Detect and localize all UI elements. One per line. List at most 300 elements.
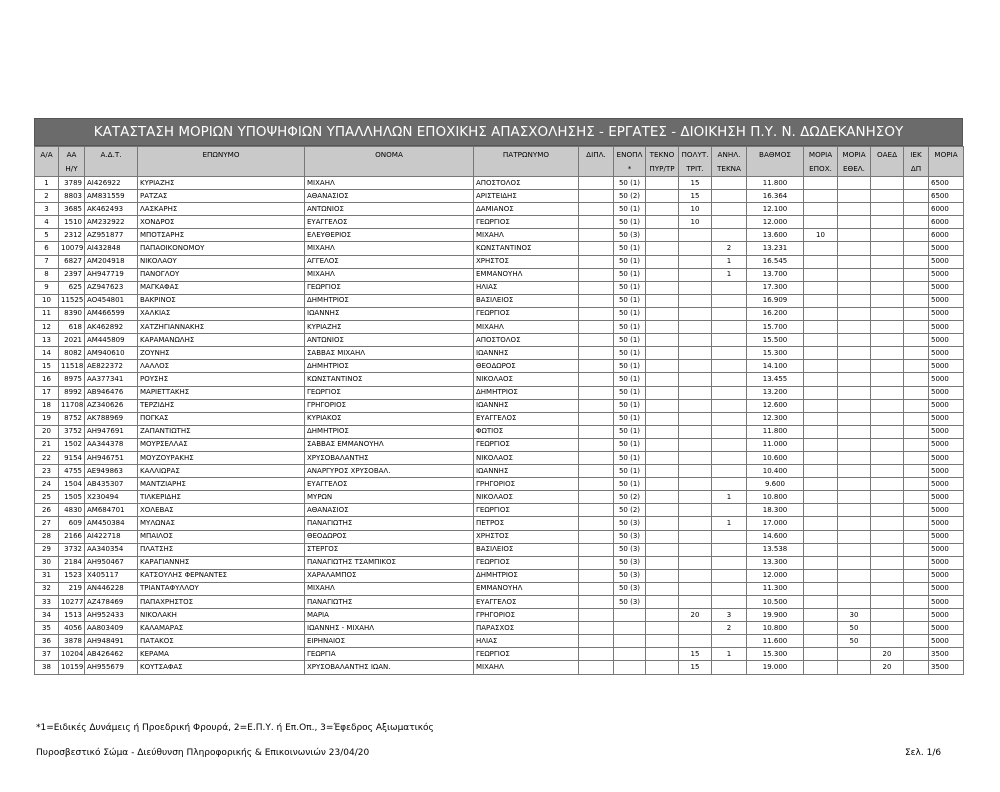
table-cell: 1 <box>712 491 747 504</box>
table-cell <box>679 307 712 320</box>
table-cell <box>871 517 904 530</box>
table-cell: ΑΜ684701 <box>85 504 138 517</box>
table-cell <box>679 491 712 504</box>
table-cell: ΑΒ426462 <box>85 648 138 661</box>
column-subheader <box>871 162 904 177</box>
table-cell <box>804 203 838 216</box>
table-cell: 16.364 <box>747 190 804 203</box>
table-cell <box>804 373 838 386</box>
table-cell <box>614 661 646 674</box>
table-row <box>35 281 964 294</box>
table-cell: 5000 <box>929 307 964 320</box>
table-cell <box>804 177 838 190</box>
table-cell: 16 <box>35 373 59 386</box>
column-subheader: ΤΕΚΝΑ <box>712 162 747 177</box>
table-row <box>35 425 964 438</box>
table-cell <box>712 465 747 478</box>
table-cell <box>804 451 838 464</box>
table-cell <box>804 425 838 438</box>
table-cell: 50 (1) <box>614 465 646 478</box>
table-cell <box>679 360 712 373</box>
table-cell: 1513 <box>59 609 85 622</box>
table-cell: 11708 <box>59 399 85 412</box>
table-cell <box>646 255 679 268</box>
table-cell <box>804 386 838 399</box>
table-cell: ΤΕΡΖΙΔΗΣ <box>138 399 305 412</box>
table-cell <box>579 556 614 569</box>
table-cell <box>712 177 747 190</box>
table-row <box>35 491 964 504</box>
table-row <box>35 294 964 307</box>
table-cell: 6000 <box>929 229 964 242</box>
table-cell: ΑΖ947623 <box>85 281 138 294</box>
table-cell: 20 <box>871 648 904 661</box>
table-cell: ΚΥΡΙΑΖΗΣ <box>305 321 474 334</box>
column-subheader: Η/Υ <box>59 162 85 177</box>
table-cell <box>712 412 747 425</box>
table-body <box>35 177 964 675</box>
table-cell <box>579 242 614 255</box>
table-cell <box>904 478 929 491</box>
table-cell <box>838 216 871 229</box>
table-cell <box>579 190 614 203</box>
table-cell: ΚΑΛΑΜΑΡΑΣ <box>138 622 305 635</box>
table-cell <box>712 635 747 648</box>
table-cell: 15.700 <box>747 321 804 334</box>
table-cell <box>712 229 747 242</box>
table-cell <box>838 556 871 569</box>
column-header: ΕΠΩΝΥΜΟ <box>138 147 305 162</box>
table-cell <box>712 530 747 543</box>
table-cell <box>679 399 712 412</box>
table-cell: 50 (1) <box>614 242 646 255</box>
table-cell <box>804 294 838 307</box>
table-cell <box>871 190 904 203</box>
table-cell: ΧΡΗΣΤΟΣ <box>474 255 579 268</box>
table-cell <box>804 321 838 334</box>
table-cell <box>679 255 712 268</box>
table-cell <box>804 517 838 530</box>
table-cell: ΑΗ947719 <box>85 268 138 281</box>
table-row <box>35 556 964 569</box>
table-cell <box>679 451 712 464</box>
table-cell: 5000 <box>929 478 964 491</box>
table-cell <box>646 321 679 334</box>
table-cell: ΑΕ822372 <box>85 360 138 373</box>
table-row <box>35 478 964 491</box>
table-row <box>35 347 964 360</box>
table-cell <box>579 281 614 294</box>
table-cell: ΑΖ340626 <box>85 399 138 412</box>
table-cell <box>712 399 747 412</box>
table-cell: 2166 <box>59 530 85 543</box>
table-cell <box>646 294 679 307</box>
table-cell: 5000 <box>929 622 964 635</box>
table-cell <box>871 255 904 268</box>
table-cell: 50 (1) <box>614 255 646 268</box>
table-cell <box>838 321 871 334</box>
table-row <box>35 648 964 661</box>
table-cell: 16.545 <box>747 255 804 268</box>
table-cell: ΑΗ952433 <box>85 609 138 622</box>
table-cell: 8975 <box>59 373 85 386</box>
table-cell: 28 <box>35 530 59 543</box>
table-cell: 13.231 <box>747 242 804 255</box>
table-cell: ΠΑΝΑΓΙΩΤΗΣ <box>305 517 474 530</box>
column-header: ΑΑ <box>59 147 85 162</box>
table-cell: 2 <box>35 190 59 203</box>
table-row <box>35 622 964 635</box>
table-cell: 4830 <box>59 504 85 517</box>
table-cell: 50 (1) <box>614 360 646 373</box>
table-cell <box>679 504 712 517</box>
table-cell: ΓΕΩΡΓΙΟΣ <box>474 556 579 569</box>
table-cell: 17 <box>35 386 59 399</box>
table-cell <box>904 321 929 334</box>
table-cell <box>838 203 871 216</box>
table-cell: 13.538 <box>747 543 804 556</box>
table-cell <box>871 635 904 648</box>
table-cell <box>679 465 712 478</box>
table-cell <box>904 294 929 307</box>
table-cell: ΑΑ377341 <box>85 373 138 386</box>
table-cell: ΓΡΗΓΟΡΙΟΣ <box>474 478 579 491</box>
column-subheader <box>929 162 964 177</box>
table-cell <box>838 242 871 255</box>
table-cell <box>904 203 929 216</box>
table-cell: ΧΡΥΣΟΒΑΛΑΝΤΗΣ <box>305 451 474 464</box>
table-cell: ΜΠΑΙΛΟΣ <box>138 530 305 543</box>
table-cell: 11.800 <box>747 177 804 190</box>
table-cell: ΑΗ946751 <box>85 451 138 464</box>
table-cell: 15 <box>679 190 712 203</box>
table-cell <box>646 556 679 569</box>
table-cell <box>646 504 679 517</box>
table-cell: 15.500 <box>747 334 804 347</box>
table-cell: ΜΥΡΩΝ <box>305 491 474 504</box>
table-cell: ΑΑ344378 <box>85 438 138 451</box>
table-cell: 50 (3) <box>614 517 646 530</box>
table-row <box>35 504 964 517</box>
table-cell <box>579 203 614 216</box>
table-cell: ΗΛΙΑΣ <box>474 635 579 648</box>
table-cell: ΣΤΕΡΓΟΣ <box>305 543 474 556</box>
table-cell <box>804 622 838 635</box>
table-cell: ΡΟΥΣΗΣ <box>138 373 305 386</box>
table-cell <box>646 661 679 674</box>
table-row <box>35 177 964 190</box>
table-cell: 14.600 <box>747 530 804 543</box>
table-cell: 50 (3) <box>614 543 646 556</box>
table-cell <box>679 321 712 334</box>
table-cell <box>871 451 904 464</box>
table-row <box>35 543 964 556</box>
table-cell: ΕΥΑΓΓΕΛΟΣ <box>474 412 579 425</box>
table-cell <box>904 438 929 451</box>
table-cell: 23 <box>35 465 59 478</box>
table-cell: 5000 <box>929 386 964 399</box>
table-cell <box>871 177 904 190</box>
table-cell: ΑΡΙΣΤΕΙΔΗΣ <box>474 190 579 203</box>
table-cell: 9.600 <box>747 478 804 491</box>
table-cell: ΔΗΜΗΤΡΙΟΣ <box>305 425 474 438</box>
table-cell <box>679 334 712 347</box>
table-cell <box>579 360 614 373</box>
column-header: ΙΕΚ <box>904 147 929 162</box>
table-cell: 5000 <box>929 491 964 504</box>
table-cell <box>838 334 871 347</box>
table-cell <box>646 451 679 464</box>
table-cell <box>579 255 614 268</box>
table-cell <box>871 399 904 412</box>
table-cell <box>904 412 929 425</box>
table-cell: ΚΕΡΑΜΑ <box>138 648 305 661</box>
table-cell: 11.300 <box>747 582 804 595</box>
table-cell: 50 (2) <box>614 504 646 517</box>
table-cell <box>646 530 679 543</box>
table-cell: 8992 <box>59 386 85 399</box>
table-cell: ΙΩΑΝΝΗΣ - ΜΙΧΑΗΛ <box>305 622 474 635</box>
table-cell <box>579 321 614 334</box>
table-cell <box>679 543 712 556</box>
table-cell <box>579 438 614 451</box>
table-cell <box>871 465 904 478</box>
table-cell: 5000 <box>929 281 964 294</box>
table-cell: ΠΑΤΑΚΟΣ <box>138 635 305 648</box>
table-cell: 50 (1) <box>614 373 646 386</box>
table-cell <box>646 268 679 281</box>
table-cell: ΑΚ462892 <box>85 321 138 334</box>
table-cell <box>904 465 929 478</box>
table-cell: 5000 <box>929 543 964 556</box>
table-cell <box>646 347 679 360</box>
table-cell: ΓΡΗΓΟΡΙΟΣ <box>474 609 579 622</box>
table-cell: ΝΙΚΟΛΑΟΣ <box>474 451 579 464</box>
table-cell: 3789 <box>59 177 85 190</box>
table-cell <box>871 242 904 255</box>
table-cell <box>871 569 904 582</box>
table-cell: 50 (1) <box>614 281 646 294</box>
table-cell <box>679 596 712 609</box>
table-cell <box>579 582 614 595</box>
table-cell <box>904 190 929 203</box>
table-cell: ΓΕΩΡΓΙΑ <box>305 648 474 661</box>
table-cell: ΚΑΡΑΜΑΝΩΛΗΣ <box>138 334 305 347</box>
table-cell <box>904 543 929 556</box>
table-cell: ΝΙΚΟΛΑΚΗ <box>138 609 305 622</box>
table-cell <box>579 661 614 674</box>
table-cell: 6000 <box>929 216 964 229</box>
table-cell: 50 (1) <box>614 438 646 451</box>
table-row <box>35 203 964 216</box>
table-cell: ΑΜ940610 <box>85 347 138 360</box>
column-subheader: * <box>614 162 646 177</box>
table-cell <box>804 543 838 556</box>
table-cell: 6827 <box>59 255 85 268</box>
column-header: ΟΝΟΜΑ <box>305 147 474 162</box>
table-cell: ΔΗΜΗΤΡΙΟΣ <box>474 386 579 399</box>
table-cell: 625 <box>59 281 85 294</box>
table-cell <box>679 478 712 491</box>
table-cell <box>712 425 747 438</box>
table-cell: 618 <box>59 321 85 334</box>
table-cell <box>646 360 679 373</box>
table-cell: 11.600 <box>747 635 804 648</box>
table-row <box>35 321 964 334</box>
table-cell: ΘΕΟΔΩΡΟΣ <box>474 360 579 373</box>
table-cell: 50 (3) <box>614 530 646 543</box>
table-cell: ΓΕΩΡΓΙΟΣ <box>474 438 579 451</box>
table-row <box>35 216 964 229</box>
table-cell <box>679 294 712 307</box>
table-cell: 8752 <box>59 412 85 425</box>
table-cell <box>838 491 871 504</box>
table-cell: 10.600 <box>747 451 804 464</box>
table-row <box>35 596 964 609</box>
table-cell: 50 (3) <box>614 229 646 242</box>
table-cell <box>804 635 838 648</box>
table-cell: ΧΑΡΑΛΑΜΠΟΣ <box>305 569 474 582</box>
table-cell <box>646 203 679 216</box>
table-cell: 4755 <box>59 465 85 478</box>
table-cell: 21 <box>35 438 59 451</box>
table-cell <box>838 517 871 530</box>
table-cell <box>579 307 614 320</box>
table-cell <box>712 373 747 386</box>
table-cell: 30 <box>35 556 59 569</box>
table-cell: 13 <box>35 334 59 347</box>
table-cell <box>804 412 838 425</box>
table-cell: 10 <box>804 229 838 242</box>
table-cell: 3500 <box>929 661 964 674</box>
table-cell: 11 <box>35 307 59 320</box>
table-cell: 20 <box>871 661 904 674</box>
table-row <box>35 386 964 399</box>
table-cell <box>871 543 904 556</box>
table-cell: 5000 <box>929 425 964 438</box>
table-cell: 50 (1) <box>614 347 646 360</box>
table-cell <box>838 648 871 661</box>
table-cell <box>804 491 838 504</box>
table-cell: 5000 <box>929 334 964 347</box>
table-cell <box>871 412 904 425</box>
header-row-1 <box>35 147 964 162</box>
table-cell: ΙΩΑΝΝΗΣ <box>474 347 579 360</box>
table-cell: 26 <box>35 504 59 517</box>
table-row <box>35 412 964 425</box>
table-cell: 2312 <box>59 229 85 242</box>
table-cell: ΑΜ232922 <box>85 216 138 229</box>
table-cell <box>871 438 904 451</box>
table-cell: 5000 <box>929 582 964 595</box>
table-cell: 5000 <box>929 596 964 609</box>
table-cell <box>579 268 614 281</box>
table-cell <box>871 203 904 216</box>
table-cell: 19 <box>35 412 59 425</box>
table-cell <box>904 635 929 648</box>
table-cell: 5000 <box>929 451 964 464</box>
table-cell <box>712 321 747 334</box>
column-header: ΕΝΟΠΛ <box>614 147 646 162</box>
table-cell: ΙΩΑΝΝΗΣ <box>305 307 474 320</box>
table-cell <box>904 596 929 609</box>
table-row <box>35 334 964 347</box>
table-cell: ΠΑΡΑΣΧΟΣ <box>474 622 579 635</box>
table-cell: 6500 <box>929 190 964 203</box>
table-cell: 10204 <box>59 648 85 661</box>
table-cell: 29 <box>35 543 59 556</box>
table-cell <box>904 661 929 674</box>
table-cell <box>871 229 904 242</box>
table-cell: ΚΑΡΑΓΙΑΝΝΗΣ <box>138 556 305 569</box>
table-cell: 50 (1) <box>614 478 646 491</box>
table-cell <box>579 216 614 229</box>
table-cell: 4 <box>35 216 59 229</box>
table-cell <box>646 465 679 478</box>
table-cell <box>871 609 904 622</box>
table-cell: ΜΙΧΑΗΛ <box>305 582 474 595</box>
table-cell <box>646 569 679 582</box>
table-cell: 5000 <box>929 504 964 517</box>
table-cell: ΔΑΜΙΑΝΟΣ <box>474 203 579 216</box>
table-cell <box>804 582 838 595</box>
table-cell: ΜΥΛΩΝΑΣ <box>138 517 305 530</box>
table-cell <box>712 386 747 399</box>
column-subheader: ΔΠ <box>904 162 929 177</box>
table-cell: 2184 <box>59 556 85 569</box>
table-cell: 4056 <box>59 622 85 635</box>
table-cell <box>904 569 929 582</box>
table-cell: ΒΑΣΙΛΕΙΟΣ <box>474 543 579 556</box>
table-cell: 50 (3) <box>614 556 646 569</box>
column-header: ΜΟΡΙΑ <box>804 147 838 162</box>
table-cell: ΑΙ432848 <box>85 242 138 255</box>
table-row <box>35 517 964 530</box>
table-cell <box>838 582 871 595</box>
table-cell <box>579 504 614 517</box>
table-cell: 15 <box>679 177 712 190</box>
table-cell <box>679 622 712 635</box>
table-cell: ΑΝ446228 <box>85 582 138 595</box>
table-cell: 36 <box>35 635 59 648</box>
table-cell: 30 <box>838 609 871 622</box>
table-row <box>35 399 964 412</box>
table-cell: 3752 <box>59 425 85 438</box>
table-cell: 5000 <box>929 360 964 373</box>
table-cell <box>712 504 747 517</box>
table-cell: ΚΥΡΙΑΚΟΣ <box>305 412 474 425</box>
table-cell <box>712 582 747 595</box>
table-cell: ΑΘΑΝΑΣΙΟΣ <box>305 190 474 203</box>
table-cell: 10.500 <box>747 596 804 609</box>
table-cell: ΣΑΒΒΑΣ ΕΜΜΑΝΟΥΗΛ <box>305 438 474 451</box>
table-cell: ΔΗΜΗΤΡΙΟΣ <box>474 569 579 582</box>
table-cell <box>804 465 838 478</box>
table-cell: 5000 <box>929 609 964 622</box>
table-cell: ΓΕΩΡΓΙΟΣ <box>474 648 579 661</box>
table-row <box>35 451 964 464</box>
table-cell <box>904 268 929 281</box>
table-cell: ΑΒ435307 <box>85 478 138 491</box>
table-cell <box>804 399 838 412</box>
table-cell: 12.100 <box>747 203 804 216</box>
table-cell: 1 <box>712 255 747 268</box>
table-cell: 3500 <box>929 648 964 661</box>
table-cell <box>804 609 838 622</box>
table-cell <box>804 569 838 582</box>
footer-organization: Πυροσβεστικό Σώμα - Διεύθυνση Πληροφορικής & Επικοινωνιών 23/04/20 <box>36 748 370 758</box>
table-cell <box>712 334 747 347</box>
